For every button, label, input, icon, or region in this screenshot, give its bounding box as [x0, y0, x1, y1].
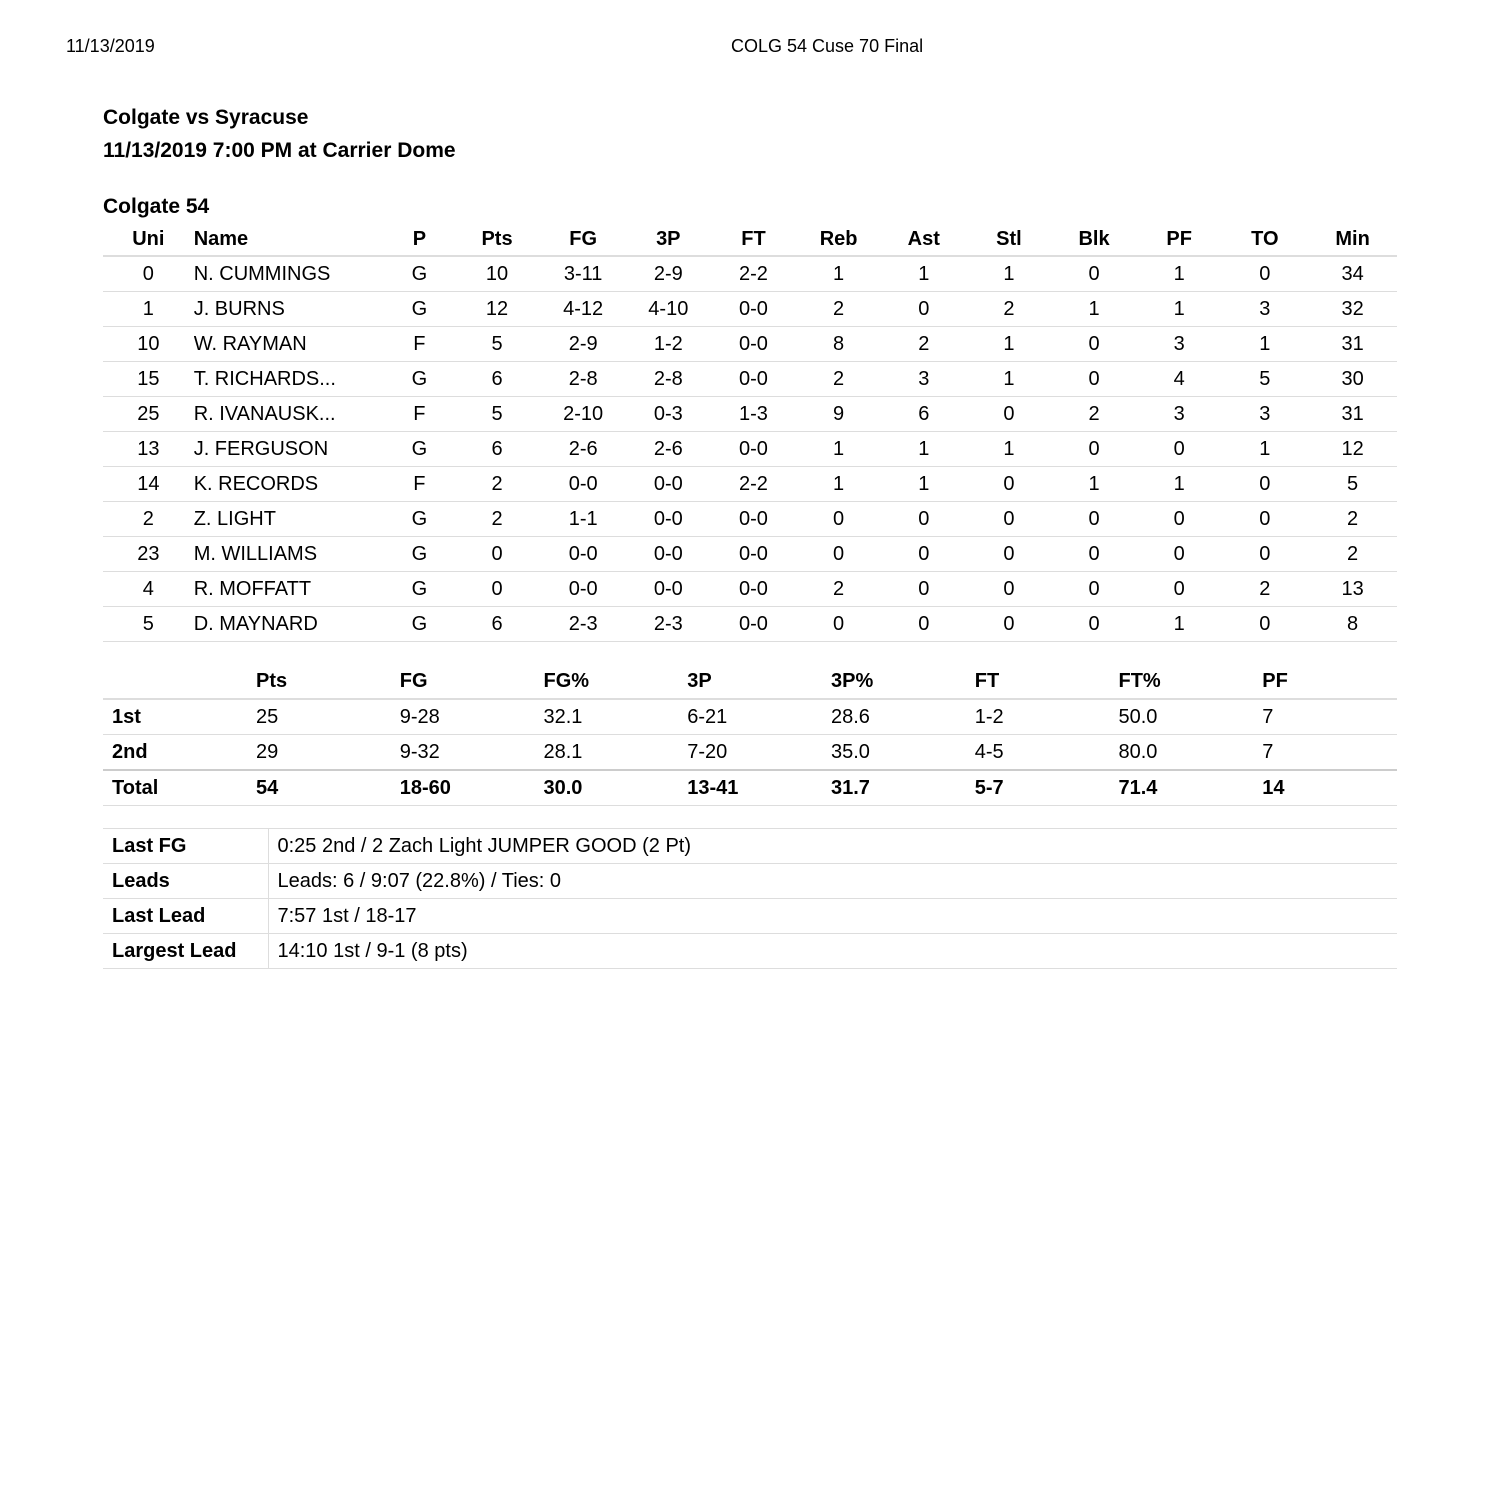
player-ft-cell: 1-3: [711, 397, 797, 432]
player-ast-cell: 6: [881, 397, 967, 432]
player-pf-cell: 4: [1137, 362, 1222, 397]
player-row: [103, 572, 1397, 607]
player-reb-cell: 8: [796, 327, 881, 362]
player-pf-cell: 3: [1137, 397, 1222, 432]
player-min-cell: 13: [1308, 572, 1397, 607]
player-ast-cell: 2: [881, 327, 967, 362]
player-name-cell: R. IVANAUSK...: [194, 397, 385, 432]
summary-cell: 4-5: [966, 735, 1110, 771]
player-ast-cell: 3: [881, 362, 967, 397]
info-row: [103, 864, 1397, 899]
player-fg-cell: 3-11: [540, 256, 626, 292]
summary-header-3: FG%: [535, 664, 679, 699]
player-p-cell: G: [385, 362, 454, 397]
summary-header-1: Pts: [247, 664, 391, 699]
summary-cell: 28.1: [535, 735, 679, 771]
player-stl-cell: 2: [967, 292, 1052, 327]
column-header-pf: PF: [1137, 223, 1222, 256]
player-3p-cell: 2-6: [626, 432, 711, 467]
player-to-cell: 2: [1222, 572, 1309, 607]
player-pf-cell: 0: [1137, 537, 1222, 572]
summary-row: [103, 735, 1397, 771]
player-row: [103, 327, 1397, 362]
summary-row: [103, 699, 1397, 735]
player-p-cell: G: [385, 256, 454, 292]
summary-cell: 29: [247, 735, 391, 771]
player-reb-cell: 0: [796, 502, 881, 537]
player-name-cell: N. CUMMINGS: [194, 256, 385, 292]
player-uni-cell: 25: [103, 397, 194, 432]
player-reb-cell: 1: [796, 467, 881, 502]
summary-cell: 2nd: [103, 735, 247, 771]
player-3p-cell: 4-10: [626, 292, 711, 327]
summary-cell: 14: [1253, 770, 1397, 806]
player-pts-cell: 5: [454, 327, 541, 362]
player-ft-cell: 0-0: [711, 362, 797, 397]
player-ft-cell: 0-0: [711, 327, 797, 362]
summary-cell: Total: [103, 770, 247, 806]
column-header-stl: Stl: [967, 223, 1052, 256]
player-blk-cell: 0: [1051, 537, 1137, 572]
player-p-cell: F: [385, 327, 454, 362]
player-pts-cell: 6: [454, 607, 541, 642]
player-fg-cell: 0-0: [540, 572, 626, 607]
player-ft-cell: 2-2: [711, 256, 797, 292]
player-min-cell: 2: [1308, 502, 1397, 537]
player-row: [103, 502, 1397, 537]
player-name-cell: W. RAYMAN: [194, 327, 385, 362]
player-min-cell: 31: [1308, 397, 1397, 432]
player-p-cell: G: [385, 572, 454, 607]
player-pf-cell: 0: [1137, 432, 1222, 467]
player-to-cell: 5: [1222, 362, 1309, 397]
player-fg-cell: 0-0: [540, 467, 626, 502]
column-header-min: Min: [1308, 223, 1397, 256]
player-pf-cell: 1: [1137, 292, 1222, 327]
player-p-cell: F: [385, 467, 454, 502]
summary-header-8: PF: [1253, 664, 1397, 699]
player-reb-cell: 1: [796, 432, 881, 467]
summary-cell: 7: [1253, 735, 1397, 771]
player-min-cell: 2: [1308, 537, 1397, 572]
player-stl-cell: 0: [967, 502, 1052, 537]
player-pf-cell: 1: [1137, 467, 1222, 502]
player-uni-cell: 15: [103, 362, 194, 397]
info-row: [103, 829, 1397, 864]
player-stl-cell: 1: [967, 432, 1052, 467]
game-details: 11/13/2019 7:00 PM at Carrier Dome: [103, 139, 456, 162]
player-ast-cell: 1: [881, 467, 967, 502]
summary-cell: 25: [247, 699, 391, 735]
player-pf-cell: 1: [1137, 607, 1222, 642]
player-ft-cell: 0-0: [711, 502, 797, 537]
player-p-cell: G: [385, 537, 454, 572]
print-title: COLG 54 Cuse 70 Final: [731, 36, 924, 56]
player-stl-cell: 0: [967, 572, 1052, 607]
summary-cell: 32.1: [535, 699, 679, 735]
summary-cell: 28.6: [822, 699, 966, 735]
player-ft-cell: 0-0: [711, 572, 797, 607]
player-pts-cell: 6: [454, 362, 541, 397]
player-stl-cell: 0: [967, 467, 1052, 502]
player-row: [103, 362, 1397, 397]
player-reb-cell: 0: [796, 607, 881, 642]
summary-header-0: [103, 664, 247, 699]
player-reb-cell: 0: [796, 537, 881, 572]
info-value: 14:10 1st / 9-1 (8 pts): [268, 934, 1397, 969]
summary-cell: 31.7: [822, 770, 966, 806]
player-3p-cell: 2-9: [626, 256, 711, 292]
column-header-ft: FT: [711, 223, 797, 256]
player-row: [103, 397, 1397, 432]
player-ast-cell: 0: [881, 537, 967, 572]
player-pts-cell: 2: [454, 467, 541, 502]
player-to-cell: 0: [1222, 607, 1309, 642]
player-min-cell: 31: [1308, 327, 1397, 362]
player-name-cell: J. FERGUSON: [194, 432, 385, 467]
player-row: [103, 292, 1397, 327]
player-name-cell: J. BURNS: [194, 292, 385, 327]
player-blk-cell: 0: [1051, 572, 1137, 607]
column-header-reb: Reb: [796, 223, 881, 256]
player-stats-table: [103, 223, 1397, 642]
player-min-cell: 5: [1308, 467, 1397, 502]
summary-cell: 35.0: [822, 735, 966, 771]
player-ast-cell: 0: [881, 607, 967, 642]
player-blk-cell: 0: [1051, 607, 1137, 642]
player-fg-cell: 2-8: [540, 362, 626, 397]
player-reb-cell: 9: [796, 397, 881, 432]
player-to-cell: 0: [1222, 467, 1309, 502]
summary-row: [103, 770, 1397, 806]
player-3p-cell: 0-0: [626, 467, 711, 502]
player-blk-cell: 2: [1051, 397, 1137, 432]
player-blk-cell: 0: [1051, 432, 1137, 467]
player-reb-cell: 2: [796, 572, 881, 607]
player-to-cell: 3: [1222, 292, 1309, 327]
summary-cell: 18-60: [391, 770, 535, 806]
player-name-cell: Z. LIGHT: [194, 502, 385, 537]
player-3p-cell: 1-2: [626, 327, 711, 362]
player-to-cell: 0: [1222, 502, 1309, 537]
player-pts-cell: 0: [454, 537, 541, 572]
player-fg-cell: 1-1: [540, 502, 626, 537]
player-fg-cell: 2-3: [540, 607, 626, 642]
player-blk-cell: 0: [1051, 502, 1137, 537]
player-to-cell: 0: [1222, 256, 1309, 292]
player-uni-cell: 5: [103, 607, 194, 642]
player-reb-cell: 2: [796, 292, 881, 327]
player-min-cell: 34: [1308, 256, 1397, 292]
player-name-cell: D. MAYNARD: [194, 607, 385, 642]
summary-cell: 7: [1253, 699, 1397, 735]
player-ast-cell: 0: [881, 292, 967, 327]
player-uni-cell: 13: [103, 432, 194, 467]
info-label: Largest Lead: [103, 934, 268, 969]
player-stl-cell: 0: [967, 537, 1052, 572]
player-uni-cell: 2: [103, 502, 194, 537]
summary-cell: 50.0: [1110, 699, 1254, 735]
player-fg-cell: 2-6: [540, 432, 626, 467]
game-info-table: [103, 828, 1397, 969]
player-uni-cell: 4: [103, 572, 194, 607]
player-3p-cell: 2-8: [626, 362, 711, 397]
player-uni-cell: 14: [103, 467, 194, 502]
player-uni-cell: 1: [103, 292, 194, 327]
player-row: [103, 607, 1397, 642]
summary-cell: 30.0: [535, 770, 679, 806]
summary-cell: 1-2: [966, 699, 1110, 735]
column-header-p: P: [385, 223, 454, 256]
team-score: Colgate 54: [103, 195, 210, 218]
player-ft-cell: 0-0: [711, 607, 797, 642]
column-header-blk: Blk: [1051, 223, 1137, 256]
player-fg-cell: 2-10: [540, 397, 626, 432]
column-header-fg: FG: [540, 223, 626, 256]
matchup-title: Colgate vs Syracuse: [103, 106, 309, 129]
summary-cell: 54: [247, 770, 391, 806]
player-pts-cell: 6: [454, 432, 541, 467]
summary-cell: 80.0: [1110, 735, 1254, 771]
player-blk-cell: 0: [1051, 362, 1137, 397]
summary-header-2: FG: [391, 664, 535, 699]
player-fg-cell: 2-9: [540, 327, 626, 362]
player-p-cell: F: [385, 397, 454, 432]
info-row: [103, 934, 1397, 969]
period-summary-table: [103, 664, 1397, 806]
summary-cell: 5-7: [966, 770, 1110, 806]
player-ast-cell: 1: [881, 256, 967, 292]
player-ast-cell: 0: [881, 502, 967, 537]
player-fg-cell: 4-12: [540, 292, 626, 327]
player-pts-cell: 0: [454, 572, 541, 607]
player-blk-cell: 1: [1051, 292, 1137, 327]
player-ft-cell: 0-0: [711, 537, 797, 572]
summary-cell: 6-21: [678, 699, 822, 735]
player-name-cell: K. RECORDS: [194, 467, 385, 502]
info-value: Leads: 6 / 9:07 (22.8%) / Ties: 0: [268, 864, 1397, 899]
column-header-name: Name: [194, 223, 385, 256]
player-pts-cell: 12: [454, 292, 541, 327]
player-pf-cell: 0: [1137, 572, 1222, 607]
column-header-pts: Pts: [454, 223, 541, 256]
player-stl-cell: 0: [967, 607, 1052, 642]
column-header-ast: Ast: [881, 223, 967, 256]
player-uni-cell: 10: [103, 327, 194, 362]
column-header-3p: 3P: [626, 223, 711, 256]
player-ft-cell: 0-0: [711, 432, 797, 467]
player-pts-cell: 10: [454, 256, 541, 292]
player-row: [103, 537, 1397, 572]
player-ast-cell: 0: [881, 572, 967, 607]
info-label: Last Lead: [103, 899, 268, 934]
player-row: [103, 432, 1397, 467]
column-header-uni: Uni: [103, 223, 194, 256]
summary-cell: 9-28: [391, 699, 535, 735]
summary-cell: 1st: [103, 699, 247, 735]
player-ast-cell: 1: [881, 432, 967, 467]
info-value: 0:25 2nd / 2 Zach Light JUMPER GOOD (2 Pt): [268, 829, 1397, 864]
player-stl-cell: 1: [967, 327, 1052, 362]
summary-header-4: 3P: [678, 664, 822, 699]
player-pf-cell: 3: [1137, 327, 1222, 362]
player-to-cell: 3: [1222, 397, 1309, 432]
player-p-cell: G: [385, 502, 454, 537]
info-value: 7:57 1st / 18-17: [268, 899, 1397, 934]
player-uni-cell: 23: [103, 537, 194, 572]
player-name-cell: T. RICHARDS...: [194, 362, 385, 397]
summary-cell: 7-20: [678, 735, 822, 771]
player-row: [103, 467, 1397, 502]
summary-header-6: FT: [966, 664, 1110, 699]
player-to-cell: 1: [1222, 327, 1309, 362]
player-stl-cell: 1: [967, 256, 1052, 292]
player-to-cell: 0: [1222, 537, 1309, 572]
player-ft-cell: 2-2: [711, 467, 797, 502]
player-p-cell: G: [385, 292, 454, 327]
player-3p-cell: 0-0: [626, 572, 711, 607]
summary-cell: 9-32: [391, 735, 535, 771]
player-3p-cell: 0-0: [626, 537, 711, 572]
player-name-cell: R. MOFFATT: [194, 572, 385, 607]
summary-header-7: FT%: [1110, 664, 1254, 699]
player-3p-cell: 2-3: [626, 607, 711, 642]
player-min-cell: 12: [1308, 432, 1397, 467]
player-pts-cell: 2: [454, 502, 541, 537]
summary-header-5: 3P%: [822, 664, 966, 699]
player-blk-cell: 0: [1051, 256, 1137, 292]
player-pf-cell: 0: [1137, 502, 1222, 537]
player-min-cell: 8: [1308, 607, 1397, 642]
summary-cell: 13-41: [678, 770, 822, 806]
player-name-cell: M. WILLIAMS: [194, 537, 385, 572]
player-to-cell: 1: [1222, 432, 1309, 467]
info-label: Leads: [103, 864, 268, 899]
player-stl-cell: 0: [967, 397, 1052, 432]
player-reb-cell: 2: [796, 362, 881, 397]
player-p-cell: G: [385, 432, 454, 467]
player-p-cell: G: [385, 607, 454, 642]
player-uni-cell: 0: [103, 256, 194, 292]
player-pf-cell: 1: [1137, 256, 1222, 292]
player-blk-cell: 1: [1051, 467, 1137, 502]
player-3p-cell: 0-3: [626, 397, 711, 432]
summary-cell: 71.4: [1110, 770, 1254, 806]
column-header-to: TO: [1222, 223, 1309, 256]
player-row: [103, 256, 1397, 292]
player-blk-cell: 0: [1051, 327, 1137, 362]
player-min-cell: 30: [1308, 362, 1397, 397]
player-fg-cell: 0-0: [540, 537, 626, 572]
player-pts-cell: 5: [454, 397, 541, 432]
info-label: Last FG: [103, 829, 268, 864]
player-min-cell: 32: [1308, 292, 1397, 327]
info-row: [103, 899, 1397, 934]
player-reb-cell: 1: [796, 256, 881, 292]
print-date: 11/13/2019: [66, 36, 155, 56]
player-3p-cell: 0-0: [626, 502, 711, 537]
player-ft-cell: 0-0: [711, 292, 797, 327]
player-stl-cell: 1: [967, 362, 1052, 397]
